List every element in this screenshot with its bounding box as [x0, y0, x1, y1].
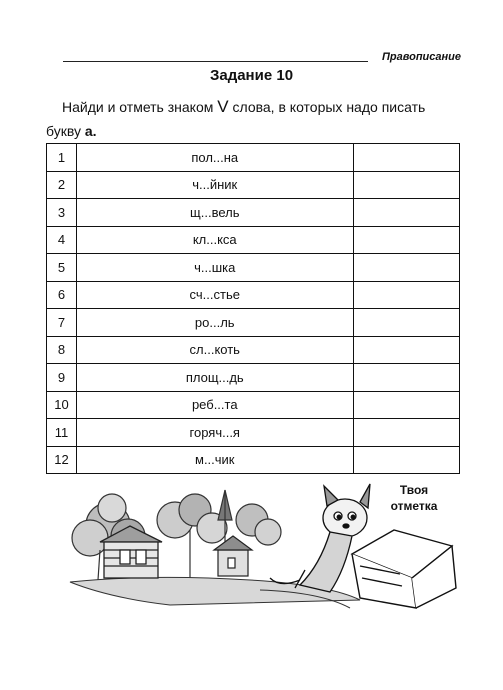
answer-cell[interactable]: [353, 281, 459, 309]
row-word: реб...та: [76, 391, 353, 419]
word-table-body: [47, 144, 460, 474]
row-number: 12: [47, 446, 77, 474]
row-word: сл...коть: [76, 336, 353, 364]
table-row: [47, 364, 460, 392]
row-word: м...чик: [76, 446, 353, 474]
task-instruction: [46, 94, 482, 139]
instruction-text-1: Найди и отметь знаком: [62, 99, 214, 115]
row-number: 1: [47, 144, 77, 172]
section-title: Правописание: [382, 51, 461, 63]
row-number: 11: [47, 419, 77, 447]
row-number: 9: [47, 364, 77, 392]
row-word: ч...шка: [76, 254, 353, 282]
row-word: площ...дь: [76, 364, 353, 392]
table-row: [47, 144, 460, 172]
table-row: [47, 391, 460, 419]
row-number: 2: [47, 171, 77, 199]
row-number: 8: [47, 336, 77, 364]
header-rule: [63, 61, 368, 62]
answer-cell[interactable]: [353, 171, 459, 199]
answer-cell[interactable]: [353, 419, 459, 447]
table-row: [47, 226, 460, 254]
answer-cell[interactable]: [353, 364, 459, 392]
check-mark-symbol: V: [217, 97, 229, 116]
answer-cell[interactable]: [353, 391, 459, 419]
row-word: ро...ль: [76, 309, 353, 337]
task-title: Задание 10: [209, 67, 294, 84]
row-word: сч...стье: [76, 281, 353, 309]
grade-box: [378, 482, 450, 514]
row-word: кл...кса: [76, 226, 353, 254]
word-table: [46, 143, 460, 474]
row-word: щ...вель: [76, 199, 353, 227]
table-row: [47, 336, 460, 364]
row-word: ч...йник: [76, 171, 353, 199]
row-number: 3: [47, 199, 77, 227]
row-word: пол...на: [76, 144, 353, 172]
row-number: 4: [47, 226, 77, 254]
table-row: [47, 419, 460, 447]
table-row: [47, 254, 460, 282]
table-row: [47, 309, 460, 337]
instruction-letter: а.: [84, 123, 97, 139]
answer-cell[interactable]: [353, 199, 459, 227]
row-number: 10: [47, 391, 77, 419]
instruction-text-2: слова, в которых надо писать: [232, 99, 426, 115]
grade-label-2: отметка: [390, 499, 438, 513]
answer-cell[interactable]: [353, 144, 459, 172]
instruction-text-3: букву: [46, 123, 81, 139]
answer-cell[interactable]: [353, 336, 459, 364]
row-number: 7: [47, 309, 77, 337]
row-number: 5: [47, 254, 77, 282]
answer-cell[interactable]: [353, 309, 459, 337]
row-number: 6: [47, 281, 77, 309]
row-word: горяч...я: [76, 419, 353, 447]
table-row: [47, 281, 460, 309]
table-row: [47, 171, 460, 199]
grade-label-1: Твоя: [399, 483, 429, 497]
table-row: [47, 199, 460, 227]
answer-cell[interactable]: [353, 254, 459, 282]
answer-cell[interactable]: [353, 226, 459, 254]
